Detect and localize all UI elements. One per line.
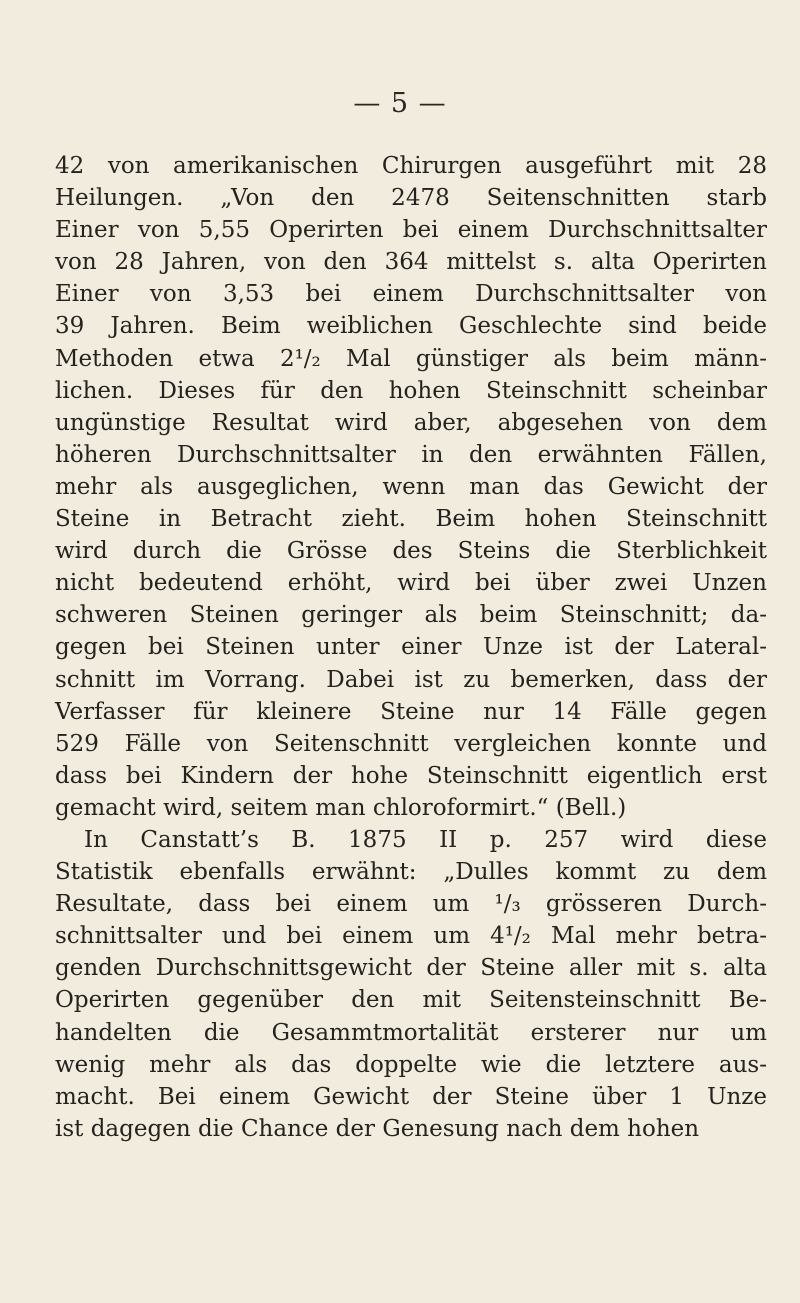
- text-line: In Canstatt’s B. 1875 II p. 257 wird diese: [84, 826, 767, 853]
- text-line: ungünstige Resultat wird aber, abgesehen von dem: [55, 409, 767, 436]
- text-line: wenig mehr als das doppelte wie die letztere aus-: [55, 1051, 767, 1078]
- text-line: schweren Steinen geringer als beim Steinschnitt; da-: [55, 602, 767, 629]
- text-line: handelten die Gesammtmortalität ersterer nur um: [55, 1019, 767, 1046]
- text-line: 42 von amerikanischen Chirurgen ausgeführt mit 28: [55, 153, 767, 179]
- text-line: gemacht wird, seitem man chloroformirt.“ (Bell.): [55, 794, 627, 821]
- text-line: 529 Fälle von Seitenschnitt vergleichen konnte und: [55, 730, 767, 757]
- text-line: wird durch die Grösse des Steins die Sterblichkeit: [55, 538, 767, 565]
- text-line: höheren Durchschnittsalter in den erwähnten Fällen,: [55, 441, 767, 468]
- text-line: genden Durchschnittsgewicht der Steine aller mit s. alta: [55, 955, 767, 982]
- text-line: Einer von 3,53 bei einem Durchschnittsalter von: [55, 281, 767, 308]
- text-line: Methoden etwa 2¹/₂ Mal günstiger als beim männ-: [55, 345, 767, 372]
- text-line: schnittsalter und bei einem um 4¹/₂ Mal mehr betra-: [55, 923, 767, 950]
- text-line: nicht bedeutend erhöht, wird bei über zwei Unzen: [55, 570, 767, 597]
- text-line: Operirten gegenüber den mit Seitensteinschnitt Be-: [55, 987, 767, 1014]
- body-text: [55, 150, 767, 1145]
- text-line: gegen bei Steinen unter einer Unze ist der Lateral-: [55, 634, 767, 661]
- text-line: macht. Bei einem Gewicht der Steine über 1 Unze: [55, 1083, 767, 1110]
- text-line: ist dagegen die Chance der Genesung nach dem hohen: [55, 1115, 700, 1142]
- text-line: Heilungen. „Von den 2478 Seitenschnitten starb: [55, 185, 767, 212]
- text-line: 39 Jahren. Beim weiblichen Geschlechte sind beide: [55, 313, 767, 340]
- text-line: dass bei Kindern der hohe Steinschnitt eigentlich erst: [55, 762, 767, 789]
- text-line: lichen. Dieses für den hohen Steinschnitt scheinbar: [55, 377, 767, 404]
- text-line: schnitt im Vorrang. Dabei ist zu bemerken, dass der: [55, 666, 767, 693]
- text-line: Resultate, dass bei einem um ¹/₃ grösseren Durch-: [55, 891, 767, 918]
- text-line: von 28 Jahren, von den 364 mittelst s. alta Operirten: [55, 249, 767, 276]
- text-line: Statistik ebenfalls erwähnt: „Dulles kommt zu dem: [55, 859, 767, 886]
- page-number: — 5 —: [353, 88, 447, 119]
- text-line: Verfasser für kleinere Steine nur 14 Fälle gegen: [55, 698, 767, 725]
- text-line: mehr als ausgeglichen, wenn man das Gewicht der: [55, 473, 767, 500]
- text-line: Steine in Betracht zieht. Beim hohen Steinschnitt: [55, 506, 767, 533]
- text-line: Einer von 5,55 Operirten bei einem Durchschnittsalter: [55, 217, 767, 244]
